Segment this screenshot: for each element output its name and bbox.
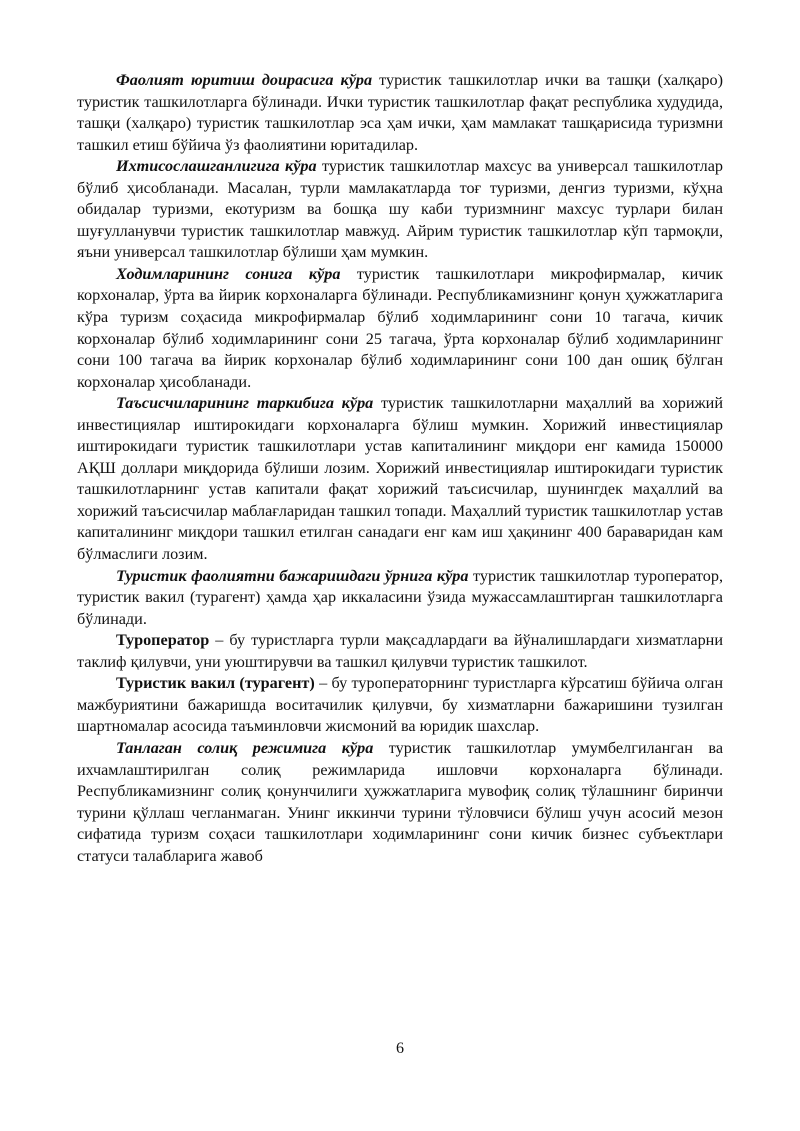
paragraph-lead: Фаолият юритиш доирасига кўра — [116, 71, 373, 89]
paragraph-lead: Ходимларининг сонига кўра — [116, 264, 341, 283]
paragraph-text: туристик ташкилотлари микрофирмалар, кичик корхоналар, ўрта ва йирик корхоналарга бўлинади. Республикамизнинг қонун ҳужжатларига кўра туризм соҳасида микрофирмалар бўлиб ходимларининг сони 10 тагача, кичик корхоналар бўлиб ходимларининг сони 25 тагача, ўрта корхоналар бўлиб ходимларининг сони 100 тагача ва йирик корхоналар бўлиб ходимларининг сони 100 дан ошиқ бўлган корхоналар ҳисобланади. — [77, 264, 723, 391]
paragraph-text: туристик ташкилотлар махсус ва универсал ташкилотлар бўлиб ҳисобланади. Масалан, турли мамлакатларда тоғ туризми, денгиз туризми, кўҳна обидалар туризми, екотуризм ва бошқа шу каби туризмнинг махсус турлари билан шуғулланувчи туристик ташкилотлар мавжуд. Айрим туристик ташкилотлар кўп тармоқли, яъни универсал ташкилотлар бўлиши ҳам мумкин. — [77, 157, 723, 262]
paragraph-text: – бу туроператорнинг туристларга кўрсатиш бўйича олган мажбуриятини бажаришда воситачилик қилувчи, бу хизматларни бажаришини тузилган шартномалар асосида таъминловчи жисмоний ва юридик шахслар. — [77, 674, 723, 736]
paragraph-founders — [77, 393, 723, 565]
paragraph-text: туристик ташкилотларни маҳаллий ва хорижий инвестициялар иштирокидаги корхоналарга бўлиш мумкин. Хорижий инвестициялар иштирокидаги туристик ташкилотлари устав капиталининг миқдори енг камида 150000 АҚШ доллари миқдорида бўлиши лозим. Хорижий инвестициялар иштирокидаги туристик ташкилотларнинг устав капитали фақат хорижий таъсисчилар, шунингдек маҳаллий ва хорижий таъсисчилар маблағларидан ташкил топади. Маҳаллий туристик ташкилотлар устав капиталининг миқдори ташкил етилган санадаги енг кам иш ҳақининг 400 бараваридан кам бўлмаслиги лозим. — [77, 394, 723, 564]
paragraph-text: туристик ташкилотлар туроператор, туристик вакил (турагент) ҳамда ҳар иккаласини ўзида мужассамлаштирган ташкилотларга бўлинади. — [77, 566, 724, 628]
paragraph-role-in-activity — [77, 566, 723, 631]
paragraph-travel-agent — [77, 673, 723, 738]
paragraph-tax-regime — [77, 738, 723, 867]
paragraph-lead: Танлаган солиқ режимига кўра — [116, 738, 374, 757]
paragraph-lead: Ихтисослашганлигига кўра — [116, 157, 317, 176]
paragraph-employee-count — [77, 264, 723, 393]
paragraph-activity-scope — [77, 70, 723, 156]
paragraph-lead: Таъсисчиларининг таркибига кўра — [116, 394, 374, 413]
paragraph-lead: Туристик вакил (турагент) — [116, 674, 315, 693]
paragraph-text: туристик ташкилотлар умумбелгиланган ва ихчамлаштирилган солиқ режимларида ишловчи корхоналарга бўлинади. Республикамизнинг солиқ қонунчилиги ҳужжатларига мувофиқ солиқ тўлашнинг биринчи турини қўллаш чегланмаган. Унинг иккинчи турини тўловчиси бўлиш учун асосий мезон сифатида туризм соҳаси ташкилотлари ходимларининг сони кичик бизнес субъектлари статуси талабларига жавоб — [77, 738, 724, 865]
paragraph-text: туристик ташкилотлар ички ва ташқи (халқаро) туристик ташкилотларга бўлинади. Ички туристик ташкилотлар фақат республика худудида, ташқи (халқаро) туристик ташкилотлар эса ҳам ички, ҳам мамлакат ташқарисида туризмни ташкил етиш бўйича ўз фаолиятини юритадилар. — [77, 71, 723, 154]
paragraph-tour-operator — [77, 630, 723, 673]
paragraph-text: – бу туристларга турли мақсадлардаги ва йўналишлардаги хизматларни таклиф қилувчи, уни уюштирувчи ва ташкил қилувчи туристик ташкилот. — [77, 631, 723, 671]
page-number: 6 — [396, 1040, 404, 1057]
paragraph-specialization — [77, 156, 723, 264]
text-body — [77, 70, 723, 867]
paragraph-lead: Туристик фаолиятни бажаришдаги ўрнига кўра — [116, 566, 469, 585]
paragraph-lead: Туроператор — [116, 631, 210, 650]
